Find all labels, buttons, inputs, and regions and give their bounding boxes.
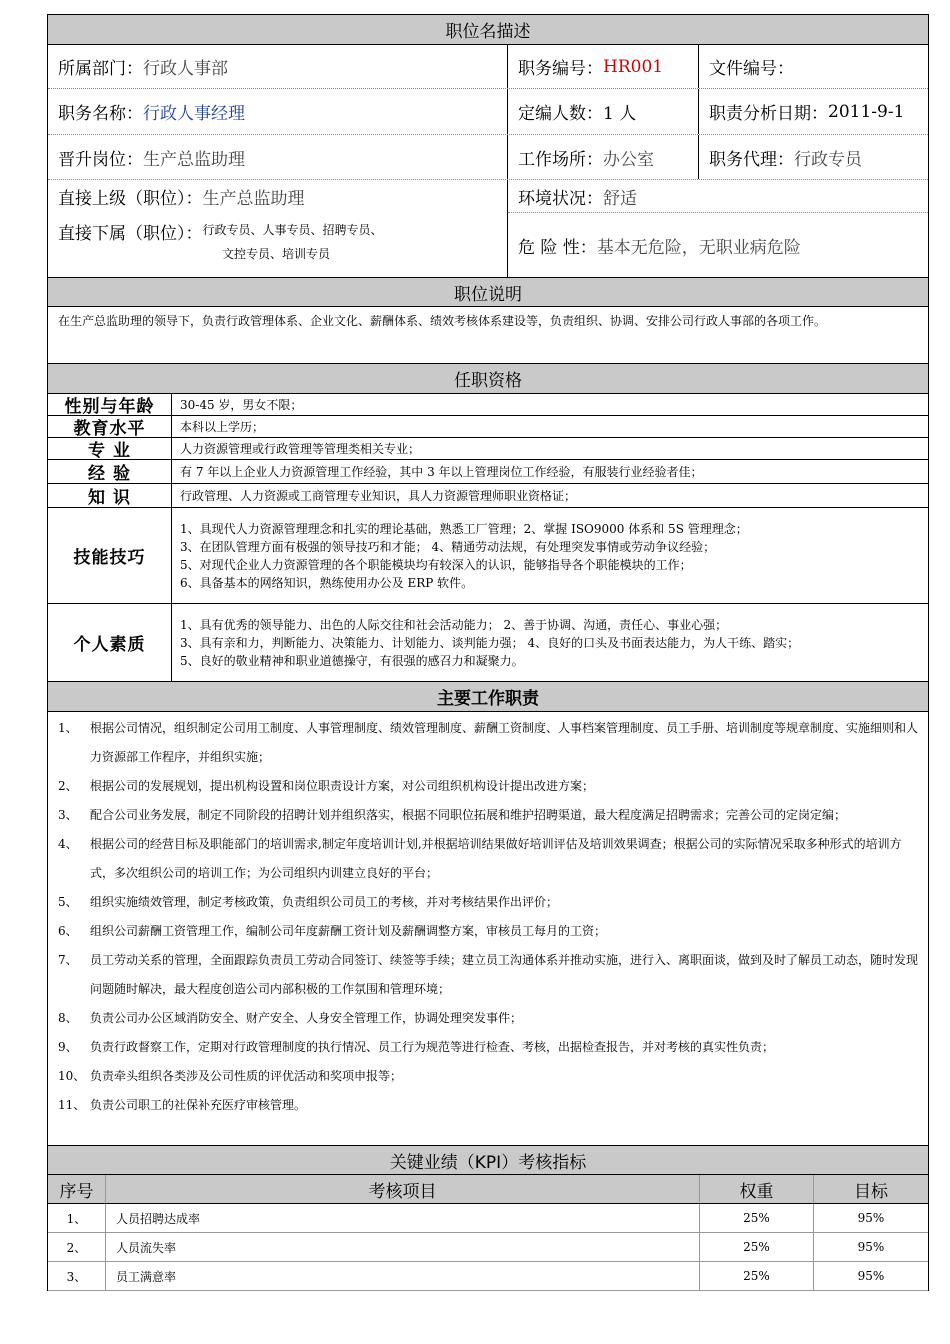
qualification-label: 知 识 [48, 484, 172, 507]
qualification-row [48, 484, 928, 508]
date-value: 2011-9-1 [828, 101, 905, 122]
duty-item [48, 1091, 928, 1120]
kpi-target: 95% [813, 1262, 928, 1290]
duty-text: 负责公司职工的社保补充医疗审核管理。 [90, 1098, 307, 1112]
qualification-value [172, 394, 928, 415]
duty-number: 4、 [58, 837, 78, 851]
qualification-label: 性别与年龄 [48, 394, 172, 415]
duty-text: 负责行政督察工作，定期对行政管理制度的执行情况、员工行为规范等进行检查、考核，出据检查报告，并对考核的真实性负责； [90, 1040, 775, 1054]
dept-value: 行政人事部 [143, 59, 228, 79]
duty-text: 根据公司的经营目标及职能部门的培训需求,制定年度培训计划,并根据培训结果做好培训评估及培训效果调查；根据公司的实际情况采取多种形式的培训方式，多次组织公司的培训工作；为公司组织内训建立良好的平台； [90, 837, 902, 880]
place-value: 办公室 [603, 149, 654, 170]
kpi-header-text: 关键业绩（KPI）考核指标 [389, 1152, 587, 1173]
kpi-weight: 25% [699, 1262, 813, 1290]
kpi-table [47, 1175, 929, 1291]
qualification-value [172, 416, 928, 437]
agent-label: 职务代理： [709, 149, 794, 170]
qualification-row [48, 460, 928, 484]
qualification-value [172, 438, 928, 459]
kpi-item: 人员流失率 [105, 1233, 699, 1261]
duty-number: 2、 [58, 779, 78, 793]
file-label: 文件编号： [709, 59, 794, 79]
qualification-line: 30-45 岁，男女不限； [180, 397, 303, 412]
date-cell [698, 89, 928, 134]
name-value: 行政人事经理 [143, 104, 245, 124]
duty-text: 负责公司办公区域消防安全、财产安全、人身安全管理工作，协调处理突发事件； [90, 1011, 523, 1025]
dept-cell [48, 45, 507, 88]
duty-number: 10、 [58, 1069, 86, 1083]
title-text: 职位名描述 [445, 22, 531, 42]
sub-value-line1: 行政专员、人事专员、招聘专员、 [202, 223, 383, 237]
qualification-line: 有 7 年以上企业人力资源管理工作经验，其中 3 年以上管理岗位工作经验，有服装行业经验者佳； [180, 464, 703, 479]
duty-number: 9、 [58, 1040, 78, 1054]
duty-text: 组织实施绩效管理，制定考核政策，负责组织公司员工的考核，并对考核结果作出评价； [90, 895, 559, 909]
place-label: 工作场所： [518, 149, 603, 170]
code-value: HR001 [603, 56, 664, 77]
duty-item [48, 1062, 928, 1091]
kpi-no: 2、 [66, 1240, 87, 1255]
qualification-value [172, 508, 928, 603]
date-label: 职责分析日期： [709, 104, 828, 124]
duty-text: 根据公司的发展规划，提出机构设置和岗位职责设计方案，对公司组织机构设计提出改进方案； [90, 779, 595, 793]
duty-item [48, 714, 928, 772]
duty-text: 根据公司情况，组织制定公司用工制度、人事管理制度、绩效管理制度、薪酬工资制度、人事档案管理制度、员工手册、培训制度等规章制度、实施细则和人力资源部工作程序，并组织实施； [90, 721, 919, 764]
qualification-label: 个人素质 [48, 604, 172, 681]
qualification-label: 技能技巧 [48, 508, 172, 603]
duty-item [48, 801, 928, 830]
qualification-line: 行政管理、人力资源或工商管理专业知识，具人力资源管理师职业资格证； [180, 488, 577, 503]
duty-item [48, 1033, 928, 1062]
promo-value: 生产总监助理 [143, 149, 245, 170]
job-description-document [47, 14, 929, 1291]
duty-text: 负责牵头组织各类涉及公司性质的评优活动和奖项申报等； [90, 1069, 403, 1083]
qualification-line: 5、对现代企业人力资源管理的各个职能模块均有较深入的认识，能够指导各个职能模块的工作； [180, 557, 692, 572]
kpi-no: 1、 [66, 1211, 87, 1226]
agent-value: 行政专员 [794, 149, 862, 170]
qualification-line: 3、在团队管理方面有极强的领导技巧和才能； 4、精通劳动法规，有处理突发事情或劳动争议经验； [180, 539, 716, 554]
kpi-row [48, 1204, 928, 1233]
kpi-header [47, 1145, 929, 1175]
duty-item [48, 830, 928, 888]
agent-cell [698, 135, 928, 179]
qualification-line: 1、具现代人力资源管理理念和扎实的理论基础，熟悉工厂管理；2、掌握 ISO9000 体系和 5S 管理理念； [180, 521, 748, 536]
duty-text: 员工劳动关系的管理，全面跟踪负责员工劳动合同签订、续签等手续；建立员工沟通体系并推动实施，进行入、离职面谈，做到及时了解员工动态，随时发现问题随时解决，最大程度创造公司内部积极的工作氛围和管理环境； [90, 953, 919, 996]
kpi-col-no: 序号 [59, 1181, 94, 1202]
position-body [47, 307, 929, 364]
qualification-row [48, 604, 928, 682]
env-value: 舒适 [603, 188, 637, 209]
kpi-col-target: 目标 [813, 1175, 928, 1203]
qualification-row [48, 438, 928, 460]
duty-number: 6、 [58, 924, 78, 938]
duty-number: 1、 [58, 721, 78, 735]
superior-sub-cell [48, 180, 507, 277]
duties-list [47, 712, 929, 1145]
risk-label: 危 险 性： [518, 237, 597, 258]
qualification-table [47, 394, 929, 682]
qualification-line: 3、具有亲和力，判断能力、决策能力、计划能力、谈判能力强； 4、良好的口头及书面表达能力，为人干练、踏实； [180, 635, 800, 650]
qualification-label: 教育水平 [48, 416, 172, 437]
code-label: 职务编号： [518, 59, 603, 79]
qualification-header-text: 任职资格 [454, 371, 522, 391]
duty-text: 配合公司业务发展，制定不同阶段的招聘计划并组织落实，根据不同职位拓展和维护招聘渠道，最大程度满足招聘需求；完善公司的定岗定编； [90, 808, 847, 822]
duty-item [48, 917, 928, 946]
qualification-label: 经 验 [48, 460, 172, 483]
kpi-row [48, 1233, 928, 1262]
kpi-col-weight: 权重 [699, 1175, 813, 1203]
qualification-row [48, 416, 928, 438]
qualification-value [172, 484, 928, 507]
duty-number: 8、 [58, 1011, 78, 1025]
position-header [47, 278, 929, 307]
duty-item [48, 772, 928, 801]
duties-header-text: 主要工作职责 [437, 689, 539, 709]
kpi-no: 3、 [66, 1269, 87, 1284]
duty-number: 3、 [58, 808, 78, 822]
qualification-row [48, 508, 928, 604]
duty-item [48, 946, 928, 1004]
kpi-row [48, 1262, 928, 1291]
qualification-value [172, 460, 928, 483]
name-label: 职务名称： [58, 104, 143, 124]
kpi-weight: 25% [699, 1204, 813, 1232]
dept-label: 所属部门： [58, 59, 143, 79]
headcount-cell [507, 89, 698, 134]
env-risk-cell [507, 180, 928, 277]
sub-value-line2: 文控专员、培训专员 [222, 247, 331, 261]
promo-cell [48, 135, 507, 179]
qualification-value [172, 604, 928, 681]
qualification-line: 6、具备基本的网络知识，熟练使用办公及 ERP 软件。 [180, 575, 474, 590]
promo-label: 晋升岗位： [58, 149, 143, 170]
superior-label: 直接上级（职位）： [58, 189, 203, 209]
position-text: 在生产总监助理的领导下，负责行政管理体系、企业文化、薪酬体系、绩效考核体系建设等，负责组织、协调、安排公司行政人事部的各项工作。 [58, 314, 827, 328]
file-cell [698, 45, 928, 88]
name-cell [48, 89, 507, 134]
duty-item [48, 1004, 928, 1033]
qualification-line: 人力资源管理或行政管理等管理类相关专业； [180, 441, 421, 456]
duty-item [48, 888, 928, 917]
duty-number: 11、 [58, 1098, 86, 1112]
risk-value: 基本无危险，无职业病危险 [596, 237, 801, 258]
kpi-item: 员工满意率 [105, 1262, 699, 1290]
superior-value: 生产总监助理 [202, 189, 305, 209]
position-header-text: 职位说明 [454, 284, 522, 305]
headcount-value: 1 人 [603, 104, 637, 124]
headcount-label: 定编人数： [518, 104, 603, 124]
qualification-header [47, 364, 929, 394]
duties-header [47, 682, 929, 712]
place-cell [507, 135, 698, 179]
kpi-weight: 25% [699, 1233, 813, 1261]
qualification-line: 5、良好的敬业精神和职业道德操守，有很强的感召力和凝聚力。 [180, 653, 524, 668]
duty-text: 组织公司薪酬工资管理工作，编制公司年度薪酬工资计划及薪酬调整方案，审核员工每月的工资； [90, 924, 607, 938]
env-label: 环境状况： [518, 188, 603, 209]
kpi-item: 人员招聘达成率 [105, 1204, 699, 1232]
kpi-target: 95% [813, 1204, 928, 1232]
document-title [47, 14, 929, 45]
code-cell [507, 45, 698, 88]
qualification-row [48, 394, 928, 416]
duty-number: 7、 [58, 953, 78, 967]
qualification-line: 1、具有优秀的领导能力、出色的人际交往和社会活动能力； 2、善于协调、沟通，责任心、事业心强； [180, 617, 728, 632]
kpi-target: 95% [813, 1233, 928, 1261]
duty-number: 5、 [58, 895, 78, 909]
basic-info [47, 45, 929, 278]
qualification-line: 本科以上学历； [180, 419, 265, 434]
qualification-label: 专 业 [48, 438, 172, 459]
sub-label: 直接下属（职位）： [58, 224, 203, 244]
kpi-col-item: 考核项目 [105, 1175, 699, 1203]
